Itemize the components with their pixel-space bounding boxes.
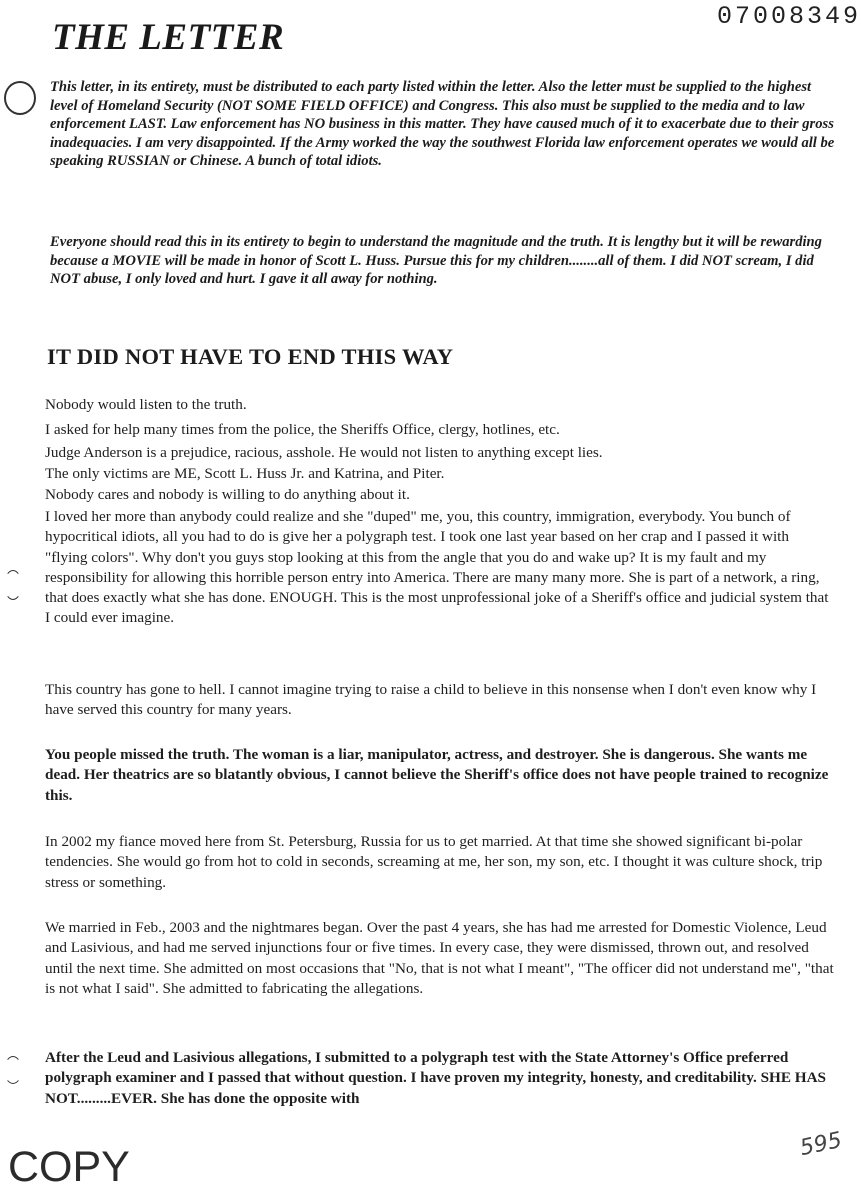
statement-line: The only victims are ME, Scott L. Huss Jr. and Katrina, and Piter. (45, 465, 445, 482)
statement-line: Nobody would listen to the truth. (45, 396, 247, 413)
body-paragraph: This country has gone to hell. I cannot imagine trying to raise a child to believe in this nonsense when I don't even know why I have served this country for many years. (45, 681, 817, 719)
punch-hole-mark-icon (4, 570, 22, 600)
section-heading: IT DID NOT HAVE TO END THIS WAY (47, 344, 454, 369)
intro-paragraph: Everyone should read this in its entirety to begin to understand the magnitude and the truth. It is lengthy but it will be rewarding because a MOVIE will be made in honor of Scott L. Huss. Pursue this for my children........all of them. I did NOT scream, I did NOT abuse, I only loved and hurt. I gave it all away for nothing. (50, 234, 822, 287)
body-paragraph: In 2002 my fiance moved here from St. Petersburg, Russia for us to get married. At that time she showed significant bi-polar tendencies. She would go from hot to cold in seconds, screaming at me, her son, my son, etc. I thought it was culture shock, trip stress or something. (45, 833, 823, 891)
body-paragraph-emphasis: After the Leud and Lasivious allegations, I submitted to a polygraph test with the State Attorney's Office preferred polygraph examiner and I passed that without question. I have proven my integrity, honesty, and creditability. SHE HAS NOT.........EVER. She has done the opposite with (45, 1049, 827, 1107)
punch-hole-ring-icon (4, 81, 36, 115)
body-paragraph-emphasis: You people missed the truth. The woman is a liar, manipulator, actress, and destroyer. She is dangerous. She wants me dead. Her theatrics are so blatantly obvious, I cannot believe the Sheriff's office does not have people trained to recognize this. (45, 746, 829, 804)
handwritten-page-number: 595 (797, 1127, 845, 1162)
body-paragraph: I loved her more than anybody could realize and she "duped" me, you, this country, immigration, everybody. You bunch of hypocritical idiots, all you had to do is give her a polygraph test. I took one last year based on her crap and I passed it with "flying colors". Why don't you guys stop looking at this from the angle that you do and wake up? It is my fault and my responsibility for allowing this horrible person entry into America. There are many many more. She is part of a network, a ring, that does exactly what she has done. ENOUGH. This is the most unprofessional joke of a Sheriff's office and judicial system that I could ever imagine. (45, 508, 829, 627)
statement-line: Nobody cares and nobody is willing to do anything about it. (45, 486, 410, 503)
statement-line: I asked for help many times from the police, the Sheriffs Office, clergy, hotlines, etc. (45, 421, 560, 438)
statement-line: Judge Anderson is a prejudice, racious, asshole. He would not listen to anything except lies. (45, 444, 603, 461)
intro-paragraph: This letter, in its entirety, must be distributed to each party listed within the letter. Also the letter must be supplied to the highest level of Homeland Security (NOT SOME FIELD OFFICE) and Congress. This also must be supplied to the media and to law enforcement LAST. Law enforcement has NO business in this matter. They have caused much of it to exacerbate due to their gross inadequacies. I am very disappointed. If the Army worked the way the southwest Florida law enforcement operates we would all be speaking RUSSIAN or Chinese. A bunch of total idiots. (50, 79, 835, 169)
punch-hole-mark-icon (4, 1056, 22, 1084)
copy-stamp: COPY (8, 1143, 130, 1191)
document-number: 07008349 (716, 2, 861, 31)
document-title: THE LETTER (52, 17, 285, 58)
body-paragraph: We married in Feb., 2003 and the nightmares began. Over the past 4 years, she has had me arrested for Domestic Violence, Leud and Lasivious, and had me served injunctions four or five times. In every case, they were dismissed, thrown out, and resolved until the next time. She admitted on most occasions that "No, that is not what I meant", "The officer did not understand me", "that is not what I said". She admitted to fabricating the allegations. (45, 919, 834, 997)
